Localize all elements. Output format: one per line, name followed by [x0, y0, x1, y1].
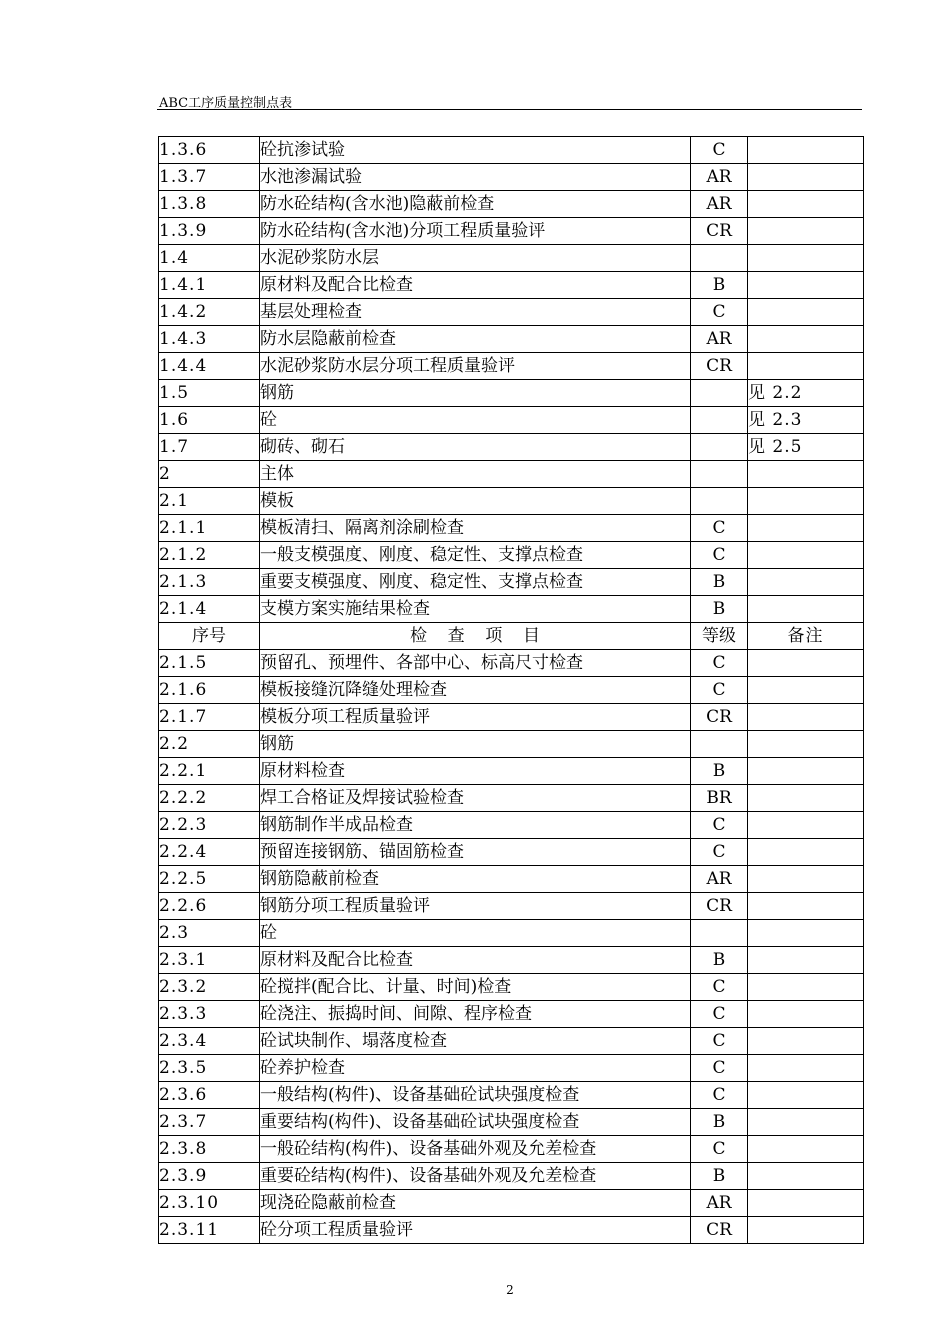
item-number-cell: 2.1.7 [159, 704, 260, 731]
table-row [159, 920, 864, 947]
inspection-item-cell: 现浇砼隐蔽前检查 [260, 1190, 691, 1217]
remark-cell: 见 2.3 [748, 407, 864, 434]
grade-cell [691, 407, 748, 434]
item-number-cell: 1.4.2 [159, 299, 260, 326]
inspection-item-cell: 水池渗漏试验 [260, 164, 691, 191]
inspection-item-cell: 钢筋制作半成品检查 [260, 812, 691, 839]
inspection-item-cell: 重要支模强度、刚度、稳定性、支撑点检查 [260, 569, 691, 596]
item-number-cell: 1.5 [159, 380, 260, 407]
remark-cell [748, 758, 864, 785]
table-row [159, 758, 864, 785]
table-row [159, 650, 864, 677]
grade-cell: C [691, 650, 748, 677]
inspection-item-cell: 砼分项工程质量验评 [260, 1217, 691, 1244]
inspection-item-cell: 防水层隐蔽前检查 [260, 326, 691, 353]
grade-cell: AR [691, 164, 748, 191]
inspection-item-cell: 支模方案实施结果检查 [260, 596, 691, 623]
table-row [159, 893, 864, 920]
item-number-cell: 1.6 [159, 407, 260, 434]
grade-cell: C [691, 812, 748, 839]
item-number-cell: 2.3 [159, 920, 260, 947]
grade-cell: C [691, 1028, 748, 1055]
table-row [159, 974, 864, 1001]
grade-cell: B [691, 1109, 748, 1136]
inspection-item-cell: 钢筋隐蔽前检查 [260, 866, 691, 893]
remark-cell [748, 245, 864, 272]
remark-cell [748, 866, 864, 893]
grade-cell: CR [691, 704, 748, 731]
table-row [159, 434, 864, 461]
grade-cell: CR [691, 353, 748, 380]
table-row [159, 1109, 864, 1136]
table-row [159, 569, 864, 596]
page-number: 2 [506, 1283, 514, 1297]
inspection-item-cell: 模板接缝沉降缝处理检查 [260, 677, 691, 704]
inspection-item-cell: 砌砖、砌石 [260, 434, 691, 461]
grade-cell: AR [691, 1190, 748, 1217]
remark-cell [748, 974, 864, 1001]
table-row [159, 1055, 864, 1082]
remark-cell [748, 947, 864, 974]
table-row [159, 839, 864, 866]
inspection-item-cell: 钢筋 [260, 380, 691, 407]
inspection-item-cell: 砼 [260, 920, 691, 947]
item-number-cell: 1.7 [159, 434, 260, 461]
item-number-cell: 2.3.6 [159, 1082, 260, 1109]
item-number-cell: 1.4.1 [159, 272, 260, 299]
remark-cell [748, 893, 864, 920]
table-row [159, 731, 864, 758]
grade-cell: CR [691, 1217, 748, 1244]
remark-cell [748, 1055, 864, 1082]
remark-cell [748, 461, 864, 488]
inspection-item-cell: 砼试块制作、塌落度检查 [260, 1028, 691, 1055]
remark-cell [748, 839, 864, 866]
inspection-item-cell: 基层处理检查 [260, 299, 691, 326]
table-row [159, 299, 864, 326]
grade-cell: C [691, 974, 748, 1001]
remark-cell [748, 704, 864, 731]
remark-cell [748, 1109, 864, 1136]
item-number-cell: 2.2.6 [159, 893, 260, 920]
inspection-item-cell: 水泥砂浆防水层分项工程质量验评 [260, 353, 691, 380]
inspection-item-cell: 重要砼结构(构件)、设备基础外观及允差检查 [260, 1163, 691, 1190]
item-number-cell: 2.3.7 [159, 1109, 260, 1136]
item-number-cell: 2.3.2 [159, 974, 260, 1001]
inspection-item-cell: 模板 [260, 488, 691, 515]
table-row [159, 812, 864, 839]
table-row [159, 947, 864, 974]
table-row [159, 1190, 864, 1217]
inspection-item-cell: 原材料及配合比检查 [260, 272, 691, 299]
remark-cell [748, 677, 864, 704]
table-row [159, 272, 864, 299]
item-number-cell: 2.3.10 [159, 1190, 260, 1217]
grade-cell: B [691, 758, 748, 785]
item-number-cell: 1.3.6 [159, 137, 260, 164]
item-number-cell: 1.3.7 [159, 164, 260, 191]
remark-cell [748, 353, 864, 380]
table-row [159, 1082, 864, 1109]
column-header-remark: 备注 [748, 623, 864, 650]
inspection-item-cell: 重要结构(构件)、设备基础砼试块强度检查 [260, 1109, 691, 1136]
table-row [159, 1136, 864, 1163]
table-row [159, 164, 864, 191]
inspection-item-cell: 钢筋分项工程质量验评 [260, 893, 691, 920]
item-number-cell: 2 [159, 461, 260, 488]
inspection-item-cell: 防水砼结构(含水池)隐蔽前检查 [260, 191, 691, 218]
remark-cell [748, 299, 864, 326]
remark-cell [748, 137, 864, 164]
table-row [159, 137, 864, 164]
item-number-cell: 2.3.8 [159, 1136, 260, 1163]
table-row [159, 866, 864, 893]
column-header-grade: 等级 [691, 623, 748, 650]
inspection-item-cell: 原材料检查 [260, 758, 691, 785]
item-number-cell: 2.2.2 [159, 785, 260, 812]
grade-cell: CR [691, 218, 748, 245]
table-row [159, 461, 864, 488]
inspection-item-cell: 一般结构(构件)、设备基础砼试块强度检查 [260, 1082, 691, 1109]
grade-cell: AR [691, 866, 748, 893]
remark-cell [748, 1190, 864, 1217]
grade-cell: C [691, 515, 748, 542]
grade-cell [691, 461, 748, 488]
inspection-item-cell: 原材料及配合比检查 [260, 947, 691, 974]
item-number-cell: 1.3.9 [159, 218, 260, 245]
quality-control-table [158, 136, 864, 1244]
grade-cell: C [691, 1082, 748, 1109]
item-number-cell: 2.3.1 [159, 947, 260, 974]
inspection-item-cell: 焊工合格证及焊接试验检查 [260, 785, 691, 812]
item-number-cell: 2.2 [159, 731, 260, 758]
inspection-item-cell: 一般砼结构(构件)、设备基础外观及允差检查 [260, 1136, 691, 1163]
table-row [159, 380, 864, 407]
grade-cell: B [691, 569, 748, 596]
item-number-cell: 2.3.4 [159, 1028, 260, 1055]
grade-cell: C [691, 542, 748, 569]
table-row [159, 326, 864, 353]
item-number-cell: 2.3.3 [159, 1001, 260, 1028]
table-row [159, 245, 864, 272]
table-row [159, 677, 864, 704]
remark-cell [748, 569, 864, 596]
inspection-item-cell: 水泥砂浆防水层 [260, 245, 691, 272]
remark-cell [748, 650, 864, 677]
item-number-cell: 2.1 [159, 488, 260, 515]
grade-cell: AR [691, 326, 748, 353]
remark-cell [748, 1217, 864, 1244]
item-number-cell: 1.4.3 [159, 326, 260, 353]
table-row [159, 704, 864, 731]
remark-cell [748, 1163, 864, 1190]
item-number-cell: 2.2.4 [159, 839, 260, 866]
remark-cell: 见 2.5 [748, 434, 864, 461]
item-number-cell: 2.1.1 [159, 515, 260, 542]
remark-cell [748, 488, 864, 515]
inspection-item-cell: 砼养护检查 [260, 1055, 691, 1082]
inspection-item-cell: 砼搅拌(配合比、计量、时间)检查 [260, 974, 691, 1001]
table-row [159, 218, 864, 245]
table-row [159, 785, 864, 812]
remark-cell [748, 164, 864, 191]
remark-cell: 见 2.2 [748, 380, 864, 407]
item-number-cell: 1.3.8 [159, 191, 260, 218]
remark-cell [748, 326, 864, 353]
grade-cell [691, 434, 748, 461]
table-row [159, 1001, 864, 1028]
remark-cell [748, 542, 864, 569]
inspection-item-cell: 模板清扫、隔离剂涂刷检查 [260, 515, 691, 542]
inspection-item-cell: 砼浇注、振捣时间、间隙、程序检查 [260, 1001, 691, 1028]
remark-cell [748, 1028, 864, 1055]
remark-cell [748, 191, 864, 218]
item-number-cell: 2.1.6 [159, 677, 260, 704]
grade-cell [691, 920, 748, 947]
table-row [159, 1028, 864, 1055]
grade-cell: B [691, 1163, 748, 1190]
remark-cell [748, 1082, 864, 1109]
table-row [159, 488, 864, 515]
table-row [159, 515, 864, 542]
item-number-cell: 2.2.5 [159, 866, 260, 893]
inspection-item-cell: 主体 [260, 461, 691, 488]
table-row [159, 542, 864, 569]
grade-cell [691, 245, 748, 272]
inspection-item-cell: 一般支模强度、刚度、稳定性、支撑点检查 [260, 542, 691, 569]
table-row [159, 596, 864, 623]
table-row [159, 191, 864, 218]
table-row [159, 353, 864, 380]
grade-cell: C [691, 299, 748, 326]
remark-cell [748, 272, 864, 299]
item-number-cell: 1.4 [159, 245, 260, 272]
item-number-cell: 2.3.9 [159, 1163, 260, 1190]
table-row [159, 407, 864, 434]
item-number-cell: 2.1.5 [159, 650, 260, 677]
grade-cell: C [691, 1136, 748, 1163]
grade-cell: CR [691, 893, 748, 920]
grade-cell: C [691, 137, 748, 164]
item-number-cell: 2.3.11 [159, 1217, 260, 1244]
document-header-title: ABC工序质量控制点表 [159, 96, 293, 111]
inspection-item-cell: 钢筋 [260, 731, 691, 758]
inspection-item-cell: 砼 [260, 407, 691, 434]
remark-cell [748, 785, 864, 812]
grade-cell [691, 488, 748, 515]
column-header-item-number: 序号 [159, 623, 260, 650]
remark-cell [748, 920, 864, 947]
remark-cell [748, 731, 864, 758]
remark-cell [748, 515, 864, 542]
inspection-item-cell: 预留连接钢筋、锚固筋检查 [260, 839, 691, 866]
inspection-item-cell: 防水砼结构(含水池)分项工程质量验评 [260, 218, 691, 245]
item-number-cell: 1.4.4 [159, 353, 260, 380]
item-number-cell: 2.2.3 [159, 812, 260, 839]
grade-cell [691, 380, 748, 407]
inspection-item-cell: 砼抗渗试验 [260, 137, 691, 164]
grade-cell: B [691, 947, 748, 974]
remark-cell [748, 1001, 864, 1028]
item-number-cell: 2.3.5 [159, 1055, 260, 1082]
grade-cell: C [691, 1055, 748, 1082]
item-number-cell: 2.1.4 [159, 596, 260, 623]
grade-cell: C [691, 1001, 748, 1028]
grade-cell [691, 731, 748, 758]
grade-cell: B [691, 596, 748, 623]
quality-control-table-body [159, 137, 864, 1244]
table-header-row [159, 623, 864, 650]
item-number-cell: 2.1.3 [159, 569, 260, 596]
table-row [159, 1217, 864, 1244]
remark-cell [748, 1136, 864, 1163]
header-rule [157, 109, 862, 110]
grade-cell: B [691, 272, 748, 299]
grade-cell: C [691, 677, 748, 704]
table-row [159, 1163, 864, 1190]
remark-cell [748, 596, 864, 623]
remark-cell [748, 218, 864, 245]
inspection-item-cell: 模板分项工程质量验评 [260, 704, 691, 731]
remark-cell [748, 812, 864, 839]
grade-cell: AR [691, 191, 748, 218]
grade-cell: C [691, 839, 748, 866]
item-number-cell: 2.2.1 [159, 758, 260, 785]
grade-cell: BR [691, 785, 748, 812]
inspection-item-cell: 预留孔、预埋件、各部中心、标高尺寸检查 [260, 650, 691, 677]
item-number-cell: 2.1.2 [159, 542, 260, 569]
column-header-inspection-item: 检 查 项 目 [260, 623, 691, 650]
